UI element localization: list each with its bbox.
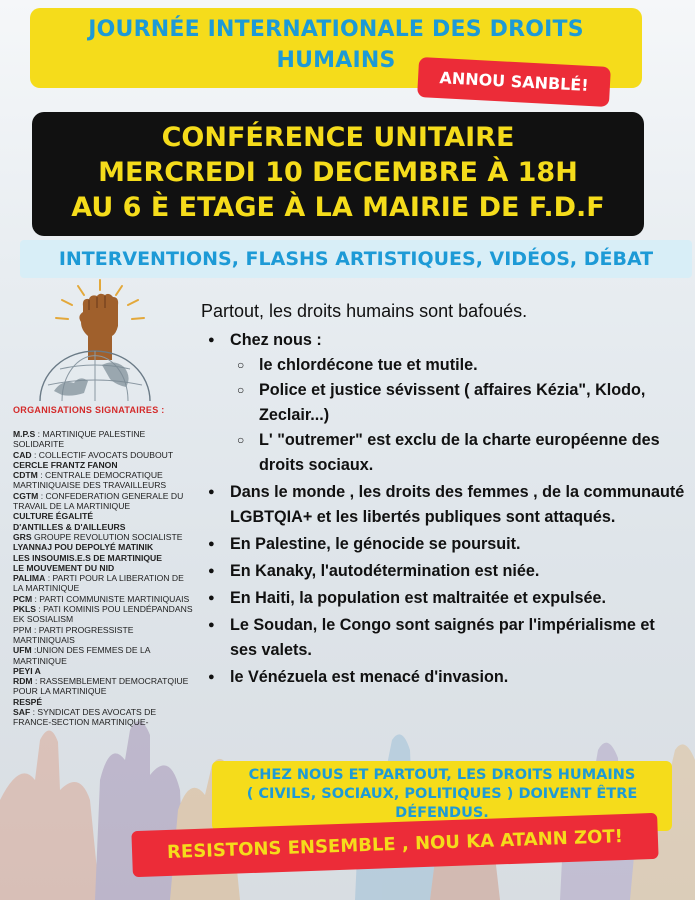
organization-item [13, 460, 193, 470]
organization-abbr: M.P.S [13, 429, 36, 439]
organization-abbr: CULTURE ÉGALITÉ [13, 511, 94, 522]
organization-item [13, 470, 193, 491]
organization-item [13, 553, 193, 563]
organization-item [13, 604, 193, 625]
organization-abbr: RDM [13, 676, 33, 687]
organization-abbr: PKLS [13, 604, 36, 615]
slogan-line1: CHEZ NOUS ET PARTOUT, LES DROITS HUMAINS [248, 767, 636, 783]
tagline-badge: ANNOU SANBLÉ! [417, 57, 611, 107]
sub-list-item: ○ le chlordécone tue et mutile. [259, 353, 685, 378]
organization-item [13, 676, 193, 697]
organization-item [13, 666, 193, 676]
sub-list-item: ○ Police et justice sévissent ( affaires Kézia", Klodo, Zeclair...) [259, 378, 685, 428]
organization-name: : RASSEMBLEMENT DEMOCRATQIUE POUR LA MARTINIQUE [13, 676, 189, 697]
organization-item [13, 450, 193, 460]
organization-item [13, 645, 193, 666]
list-item: ● En Haiti, la population est maltraitée et expulsée. [230, 586, 685, 611]
event-title-line2: HUMAINS [276, 48, 396, 73]
organization-item [13, 511, 193, 521]
list-item: ● En Kanaky, l'autodétermination est niée. [230, 559, 685, 584]
organization-abbr: CERCLE FRANTZ FANON [13, 459, 118, 470]
organization-abbr: UFM [13, 645, 32, 656]
organization-abbr: LES INSOUMIS.E.S DE MARTINIQUE [13, 552, 162, 563]
organization-item [13, 707, 193, 728]
organization-item [13, 429, 193, 450]
list-item [230, 328, 685, 478]
organization-abbr: LE MOUVEMENT DU NID [13, 562, 115, 573]
main-content [201, 300, 685, 692]
organization-item [13, 522, 193, 532]
organization-name: : PATI KOMINIS POU LENDÉPANDANS EK SOSIALISM [13, 604, 193, 625]
organization-item [13, 697, 193, 707]
resist-banner: RESISTONS ENSEMBLE , NOU KA ATANN ZOT! [131, 813, 658, 877]
organization-name: : PARTI POUR LA LIBERATION DE LA MARTINIQUE [13, 573, 184, 594]
organization-name: GROUPE REVOLUTION SOCIALISTE [31, 531, 183, 542]
slogan-line2: ( CIVILS, SOCIAUX, POLITIQUES ) DOIVENT ÊTRE [246, 786, 638, 802]
organization-abbr: GRS [13, 531, 32, 542]
organization-name: PPM : PARTI PROGRESSISTE MARTINIQUAIS [13, 624, 134, 645]
organization-name: :UNION DES FEMMES DE LA MARTINIQUE [13, 645, 151, 666]
organization-name: : CENTRALE DEMOCRATIQUE MARTINIQUAISE DES TRAVAILLEURS [13, 470, 167, 491]
conference-title: CONFÉRENCE UNITAIRE [161, 122, 515, 153]
organization-abbr: LYANNAJ POU DEPOLYÉ MATINIK [13, 542, 154, 553]
organization-abbr: PEYI A [13, 665, 41, 676]
sub-list-item: ○ L' "outremer" est exclu de la charte européenne des droits sociaux. [259, 428, 685, 478]
conference-date: MERCREDI 10 DECEMBRE À 18H [98, 157, 578, 188]
organizations-heading: ORGANISATIONS SIGNATAIRES : [13, 405, 165, 415]
organization-abbr: CGTM [13, 490, 39, 501]
organizations-list [13, 429, 193, 728]
conference-location: AU 6 È ETAGE À LA MAIRIE DE F.D.F [71, 192, 605, 223]
globe-icon [32, 345, 157, 403]
organization-item [13, 542, 193, 552]
organization-item [13, 532, 193, 542]
organization-name: : SYNDICAT DES AVOCATS DE FRANCE-SECTION MARTINIQUE- [13, 707, 157, 728]
list-item: ● le Vénézuela est menacé d'invasion. [230, 665, 685, 690]
lead-sentence: Partout, les droits humains sont bafoués. [201, 301, 528, 321]
list-item: ● Dans le monde , les droits des femmes , de la communauté LGBTQIA+ et les libertés publiques sont attaqués. [230, 480, 685, 530]
organization-item [13, 625, 193, 646]
organization-abbr: CDTM [13, 470, 38, 481]
organization-abbr: PCM [13, 593, 33, 604]
chez-nous-label: Chez nous : [230, 331, 322, 349]
organization-item [13, 491, 193, 512]
program-banner: INTERVENTIONS, FLASHS ARTISTIQUES, VIDÉOS, DÉBAT [20, 240, 692, 278]
organization-abbr: PALIMA [13, 573, 46, 584]
organization-name: : COLLECTIF AVOCATS DOUBOUT [31, 449, 174, 460]
organization-item [13, 573, 193, 594]
organization-abbr: RESPÉ [13, 696, 43, 707]
organization-name: : MARTINIQUE PALESTINE SOLIDARITE [13, 429, 146, 450]
organization-name: : CONFEDERATION GENERALE DU TRAVAIL DE LA MARTINIQUE [13, 490, 184, 512]
organization-abbr: D'ANTILLES & D'AILLEURS [13, 521, 126, 532]
conference-banner [32, 112, 644, 236]
organization-abbr: CAD [13, 449, 32, 460]
slogan-line3: DÉFENDUS. [395, 805, 489, 821]
organization-abbr: SAF [13, 707, 31, 718]
list-item: ● En Palestine, le génocide se poursuit. [230, 532, 685, 557]
organization-item [13, 563, 193, 573]
organization-name: : PARTI COMMUNISTE MARTINIQUAIS [32, 593, 190, 604]
organization-item [13, 594, 193, 604]
list-item: ● Le Soudan, le Congo sont saignés par l'impérialisme et ses valets. [230, 613, 685, 663]
event-title-line1: JOURNÉE INTERNATIONALE DES DROITS [88, 17, 584, 42]
